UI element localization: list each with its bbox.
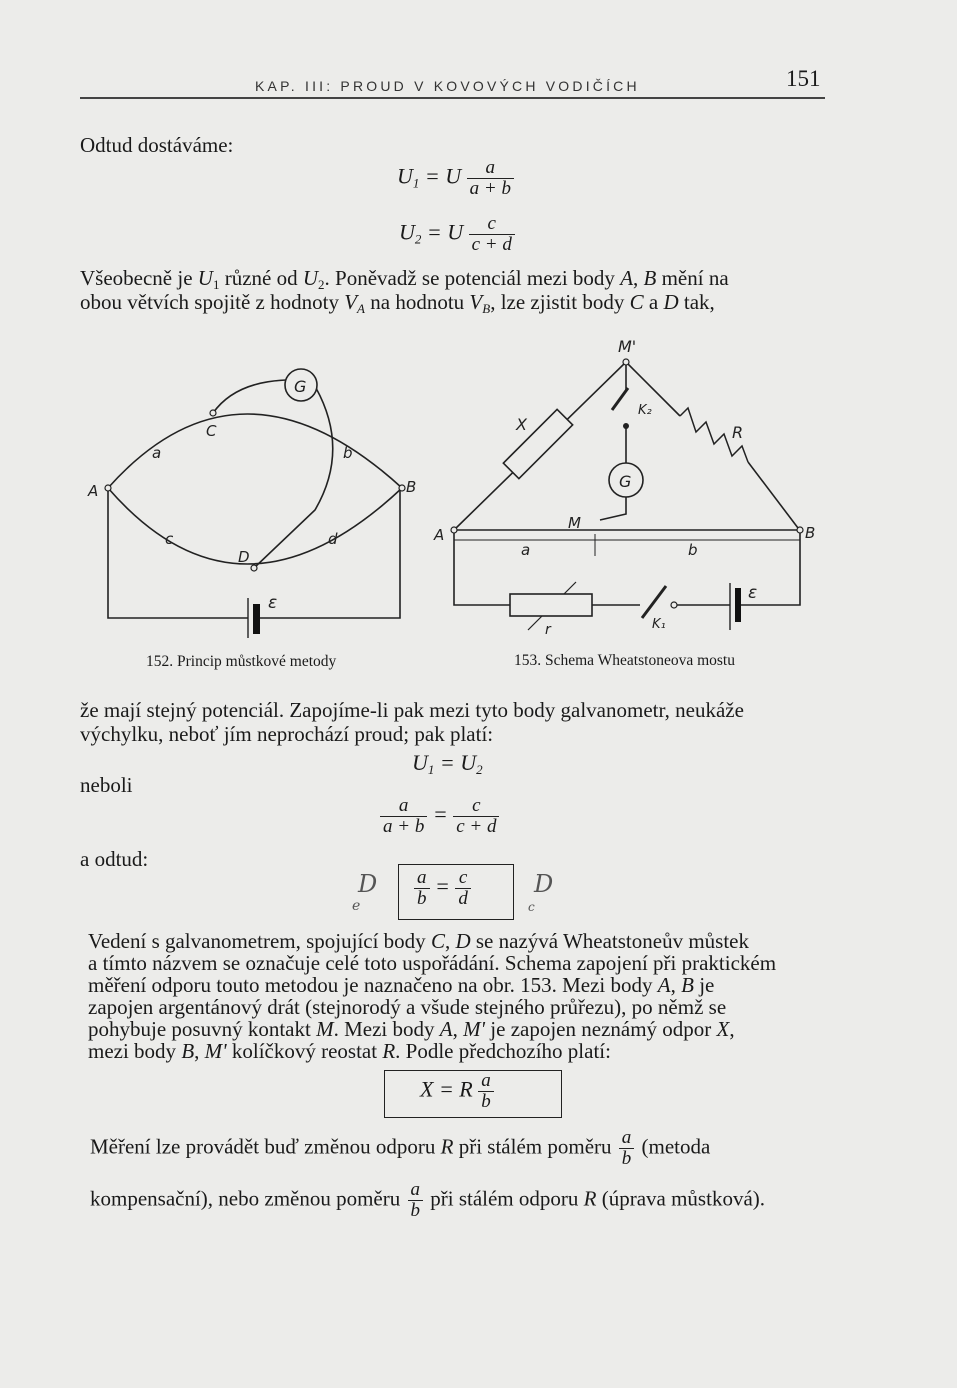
- switch-k2-blade: [612, 388, 628, 410]
- figure-153-caption: 153. Schema Wheatstoneova mostu: [514, 652, 735, 669]
- fig153-label-r: R: [732, 423, 744, 442]
- rheostat-r-small: [510, 594, 592, 616]
- figure-152-caption: 152. Princip můstkové metody: [146, 653, 337, 670]
- fig152-label-c: c: [165, 530, 174, 548]
- neboli-text: neboli: [80, 773, 133, 797]
- running-header: KAP. III: PROUD V KOVOVÝCH VODIČÍCH: [255, 78, 640, 94]
- paragraph-3-line-1: Vedení s galvanometrem, spojující body C, D se nazývá Wheatstoneův můstek: [88, 929, 749, 953]
- intro-text: Odtud dostáváme:: [80, 133, 234, 157]
- eq1-lhs: U: [397, 163, 413, 189]
- paragraph-3-line-3: měření odporu touto metodou je naznačeno na obr. 153. Mezi body A, B je: [88, 973, 715, 997]
- fig153-label-k1: K₁: [652, 617, 666, 632]
- eq1-lhs-sub: 1: [412, 175, 420, 191]
- fig152-label-emf: ε: [268, 593, 278, 613]
- fig153-label-b-node: B: [805, 524, 816, 542]
- eq2-num: c: [487, 213, 496, 234]
- eq1-fraction: [467, 158, 514, 199]
- fig153-label-b: b: [688, 541, 698, 559]
- node-b: [399, 485, 405, 491]
- bottom-wire-left: [454, 530, 510, 605]
- paragraph-2-line-2: výchylku, neboť jím neprochází proud; pak platí:: [80, 722, 494, 746]
- fig152-label-b-node: B: [406, 478, 417, 496]
- a-odtud-text: a odtud:: [80, 847, 149, 871]
- switch-k2-contact: [623, 423, 629, 429]
- eq2-rhs: = U: [426, 219, 464, 245]
- switch-k1-contact: [671, 602, 677, 608]
- paragraph-2-line-1: že mají stejný potenciál. Zapojíme-li pak mezi tyto body galvanometr, neukáže: [80, 698, 744, 722]
- fig152-label-b: b: [343, 444, 353, 462]
- fig152-label-g: G: [294, 377, 307, 396]
- switch-k1-blade: [642, 586, 666, 618]
- equation-a-b-c-d: $\frac{a}{b}$ = $\frac{c}{d}$: [414, 868, 471, 909]
- figure-152-diagram: [80, 360, 420, 650]
- fig153-label-a-node: A: [434, 526, 445, 544]
- fig153-label-x: X: [516, 415, 527, 434]
- paragraph-3-line-5: pohybuje posuvný kontakt M. Mezi body A, M' je zapojen neznámý odpor X,: [88, 1017, 735, 1041]
- fig153-label-a: a: [521, 541, 531, 559]
- pencil-mark-right-small: c: [528, 900, 535, 914]
- fig153-label-m: M: [568, 514, 581, 532]
- equation-x-result: X = R $\frac{a}{b}$: [420, 1071, 494, 1112]
- battery-wire-left: [108, 488, 248, 618]
- node-a: [105, 485, 111, 491]
- figure-153-diagram: [430, 330, 830, 650]
- equation-u1-equals-u2: $U_1 = U_2$: [412, 750, 483, 777]
- pencil-mark-left: D: [358, 870, 378, 898]
- paragraph-3-line-2: a tímto názvem se označuje celé toto uspořádání. Schema zapojení při praktickém: [88, 951, 777, 975]
- fig152-label-d: d: [328, 530, 338, 548]
- fig153-label-k2: K₂: [638, 403, 652, 418]
- paragraph-4-line-1: Měření lze provádět buď změnou odporu R při stálém poměru $\frac{a}{b}$ (metoda: [90, 1127, 711, 1169]
- fig153-label-emf: ε: [748, 583, 758, 603]
- right-arm-wire-top: [626, 362, 680, 416]
- lower-branch-arc: [108, 488, 402, 564]
- node-c: [210, 410, 216, 416]
- pencil-mark-right: D: [534, 870, 554, 898]
- eq2-lhs-sub: 2: [414, 231, 422, 247]
- contact-m-lead: [600, 497, 626, 520]
- eq2-fraction: [469, 214, 515, 255]
- fig152-label-a: a: [152, 444, 162, 462]
- node-b: [797, 527, 803, 533]
- eq2-den: c + d: [469, 234, 515, 255]
- fig153-label-g: G: [619, 472, 632, 491]
- fig152-label-d-node: D: [238, 548, 250, 566]
- paragraph-3-line-6: mezi body B, M' kolíčkový reostat R. Podle předchozího platí:: [88, 1039, 611, 1063]
- paragraph-4-line-2: kompensační), nebo změnou poměru $\frac{a}{b}$ při stálém odporu R (úprava můstková).: [90, 1179, 766, 1221]
- paragraph-1-line-2: obou větvích spojitě z hodnoty $V_A$ na hodnotu $V_B$, lze zjistit body C a D tak,: [80, 290, 715, 316]
- eq1-den: a + b: [467, 178, 514, 199]
- galvanometer-lead-c: [213, 380, 286, 413]
- fig152-label-c-node: C: [206, 422, 217, 440]
- paragraph-3-line-4: zapojen argentánový drát (stejnorodý a všude stejného průřezu), po němž se: [88, 995, 727, 1019]
- pencil-mark-left-small: e: [352, 898, 361, 914]
- fig153-label-m-prime: M': [618, 337, 637, 356]
- equation-u1: [397, 158, 514, 199]
- node-a: [451, 527, 457, 533]
- battery-plate-thick: [253, 604, 260, 634]
- paragraph-1-line-1: Všeobecně je $U_1$ různé od $U_2$. Poněvadž se potenciál mezi body A, B mění na: [80, 266, 729, 292]
- eq1-num: a: [485, 157, 496, 178]
- eq2-lhs: U: [399, 219, 415, 245]
- fig152-label-a-node: A: [88, 482, 99, 500]
- equation-ratio: $\frac{a}{a + b}$ = $\frac{c}{c + d}$: [380, 796, 499, 837]
- node-d: [251, 565, 257, 571]
- battery-plate-thick: [735, 588, 741, 622]
- right-arm-wire-bottom: [748, 462, 798, 528]
- resistor-x: [503, 409, 572, 478]
- page-number: 151: [786, 66, 821, 91]
- fig153-label-r-small: r: [545, 622, 551, 638]
- equation-u2: [399, 214, 515, 255]
- node-m-prime: [623, 359, 629, 365]
- eq1-rhs: = U: [424, 163, 462, 189]
- header-rule: [80, 97, 825, 99]
